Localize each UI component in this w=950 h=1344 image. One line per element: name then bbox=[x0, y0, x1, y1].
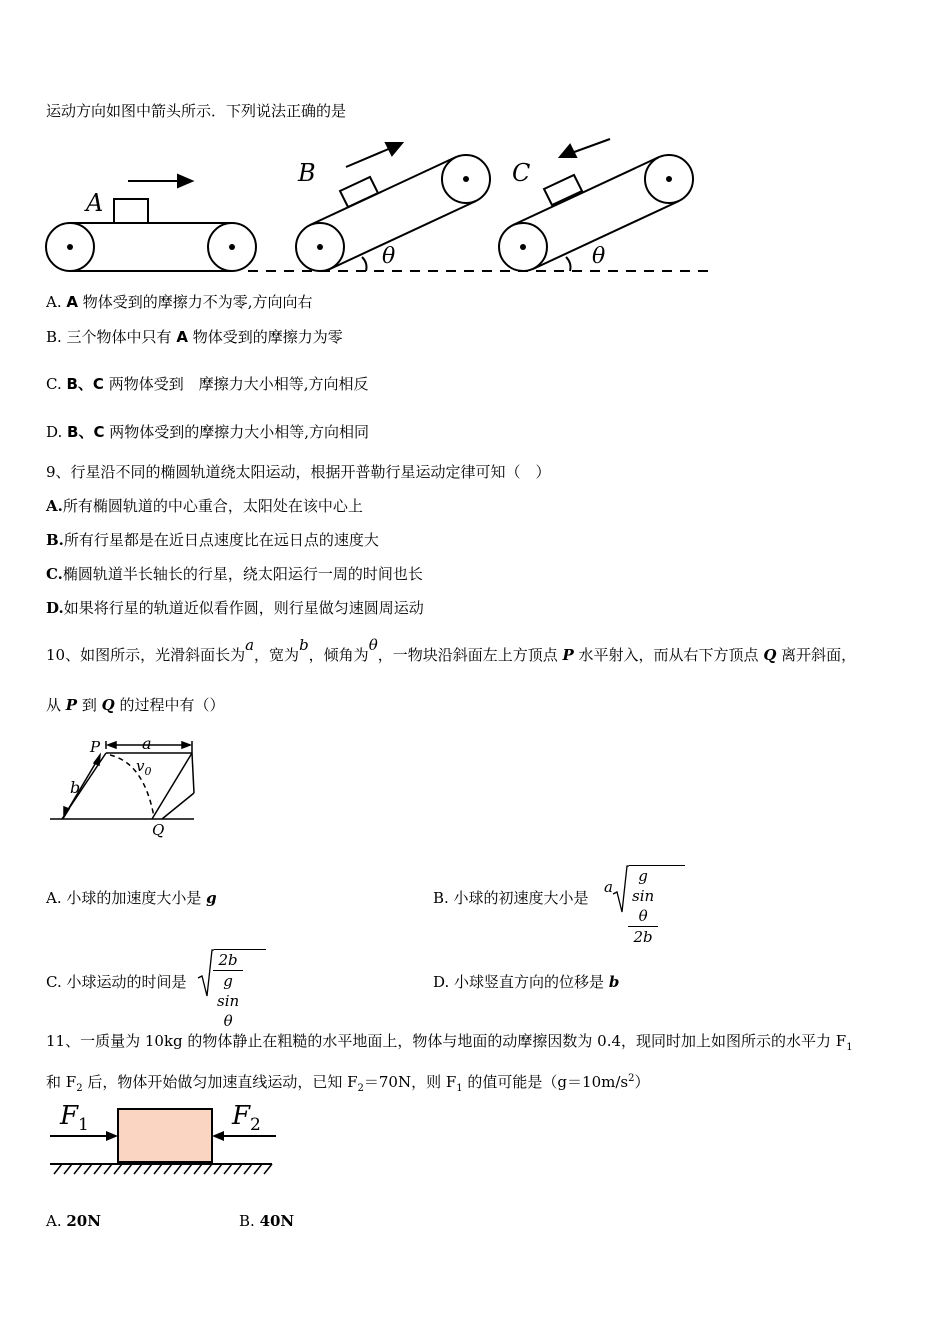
belt-a bbox=[46, 175, 256, 271]
q10-option-b: B. 小球的初速度大小是 bbox=[433, 889, 589, 907]
q10-stem-line2: 从 P 到 Q 的过程中有（） bbox=[46, 696, 225, 714]
q8-option-b: B. 三个物体中只有 A 物体受到的摩擦力为零 bbox=[46, 328, 343, 346]
q10-incline-figure bbox=[44, 733, 224, 848]
q10-c-fraction: $\frac{2b}{\text{g sin θ}}$ bbox=[213, 950, 243, 1031]
label-c: C bbox=[512, 159, 531, 187]
q9-option-b: B.所有行星都是在近日点速度比在远日点的速度大 bbox=[46, 531, 379, 549]
label-a-length: a bbox=[142, 734, 152, 753]
q10-option-d: D. 小球竖直方向的位移是 b bbox=[433, 973, 620, 991]
q9-stem: 9、行星沿不同的椭圆轨道绕太阳运动，根据开普勒行星运动定律可知（ ） bbox=[46, 463, 551, 481]
symbol-a: a bbox=[245, 636, 255, 654]
block bbox=[118, 1109, 212, 1162]
label-b-width: b bbox=[70, 778, 81, 797]
q10-option-a: A. 小球的加速度大小是 g bbox=[46, 889, 217, 907]
label-b: B bbox=[298, 159, 316, 187]
q8-option-c: C. B、C 两物体受到 摩擦力大小相等,方向相反 bbox=[46, 375, 369, 393]
q8-conveyor-figure bbox=[0, 135, 720, 280]
theta-b: θ bbox=[382, 244, 396, 269]
label-f2: $F_2$ bbox=[232, 1101, 261, 1135]
q11-option-a: A. 20N bbox=[46, 1212, 101, 1230]
q8-option-d: D. B、C 两物体受到的摩擦力大小相等,方向相同 bbox=[46, 423, 370, 441]
q10-stem-line1: 10、如图所示，光滑斜面长为a，宽为b，倾角为θ，一物块沿斜面左上方顶点 P 水平射入，而从右下方顶点 Q 离开斜面， bbox=[46, 636, 857, 664]
q8-stem: 运动方向如图中箭头所示．下列说法正确的是 bbox=[46, 102, 347, 120]
q8-option-a: A. A 物体受到的摩擦力不为零,方向向右 bbox=[46, 293, 313, 311]
label-p: P bbox=[90, 738, 101, 756]
q9-option-d: D.如果将行星的轨道近似看作圆，则行星做匀速圆周运动 bbox=[46, 599, 424, 617]
q11-force-figure bbox=[46, 1096, 278, 1176]
q10-option-c: C. 小球运动的时间是 bbox=[46, 973, 187, 991]
q11-stem-line2: 和 $F_2$ 后，物体开始做匀加速直线运动，已知 $F_2=70N$，则 $F_1$ 的值可能是$(g=10m/s^2)$ bbox=[46, 1073, 650, 1094]
ground-hatching bbox=[54, 1164, 272, 1174]
label-q: Q bbox=[152, 821, 165, 839]
label-a: A bbox=[86, 189, 104, 217]
theta-c: θ bbox=[592, 244, 606, 269]
q9-option-c: C.椭圆轨道半长轴长的行星，绕太阳运行一周的时间也长 bbox=[46, 565, 423, 583]
symbol-b: b bbox=[299, 636, 309, 654]
q11-stem-line1: 11、一质量为 10kg 的物体静止在粗糙的水平地面上，物体与地面的动摩擦因数为 0.4，现同时加上如图所示的水平力 $F_1$ bbox=[46, 1032, 853, 1053]
q10-b-fraction: $\frac{\text{g sin θ}}{2b}$ bbox=[628, 866, 658, 947]
symbol-theta: θ bbox=[368, 636, 378, 654]
label-f1: $F_1$ bbox=[60, 1101, 89, 1135]
q9-option-a: A.所有椭圆轨道的中心重合，太阳处在该中心上 bbox=[46, 497, 363, 515]
q11-option-b: B. 40N bbox=[239, 1212, 295, 1230]
label-v0: $v_0$ bbox=[136, 757, 152, 778]
